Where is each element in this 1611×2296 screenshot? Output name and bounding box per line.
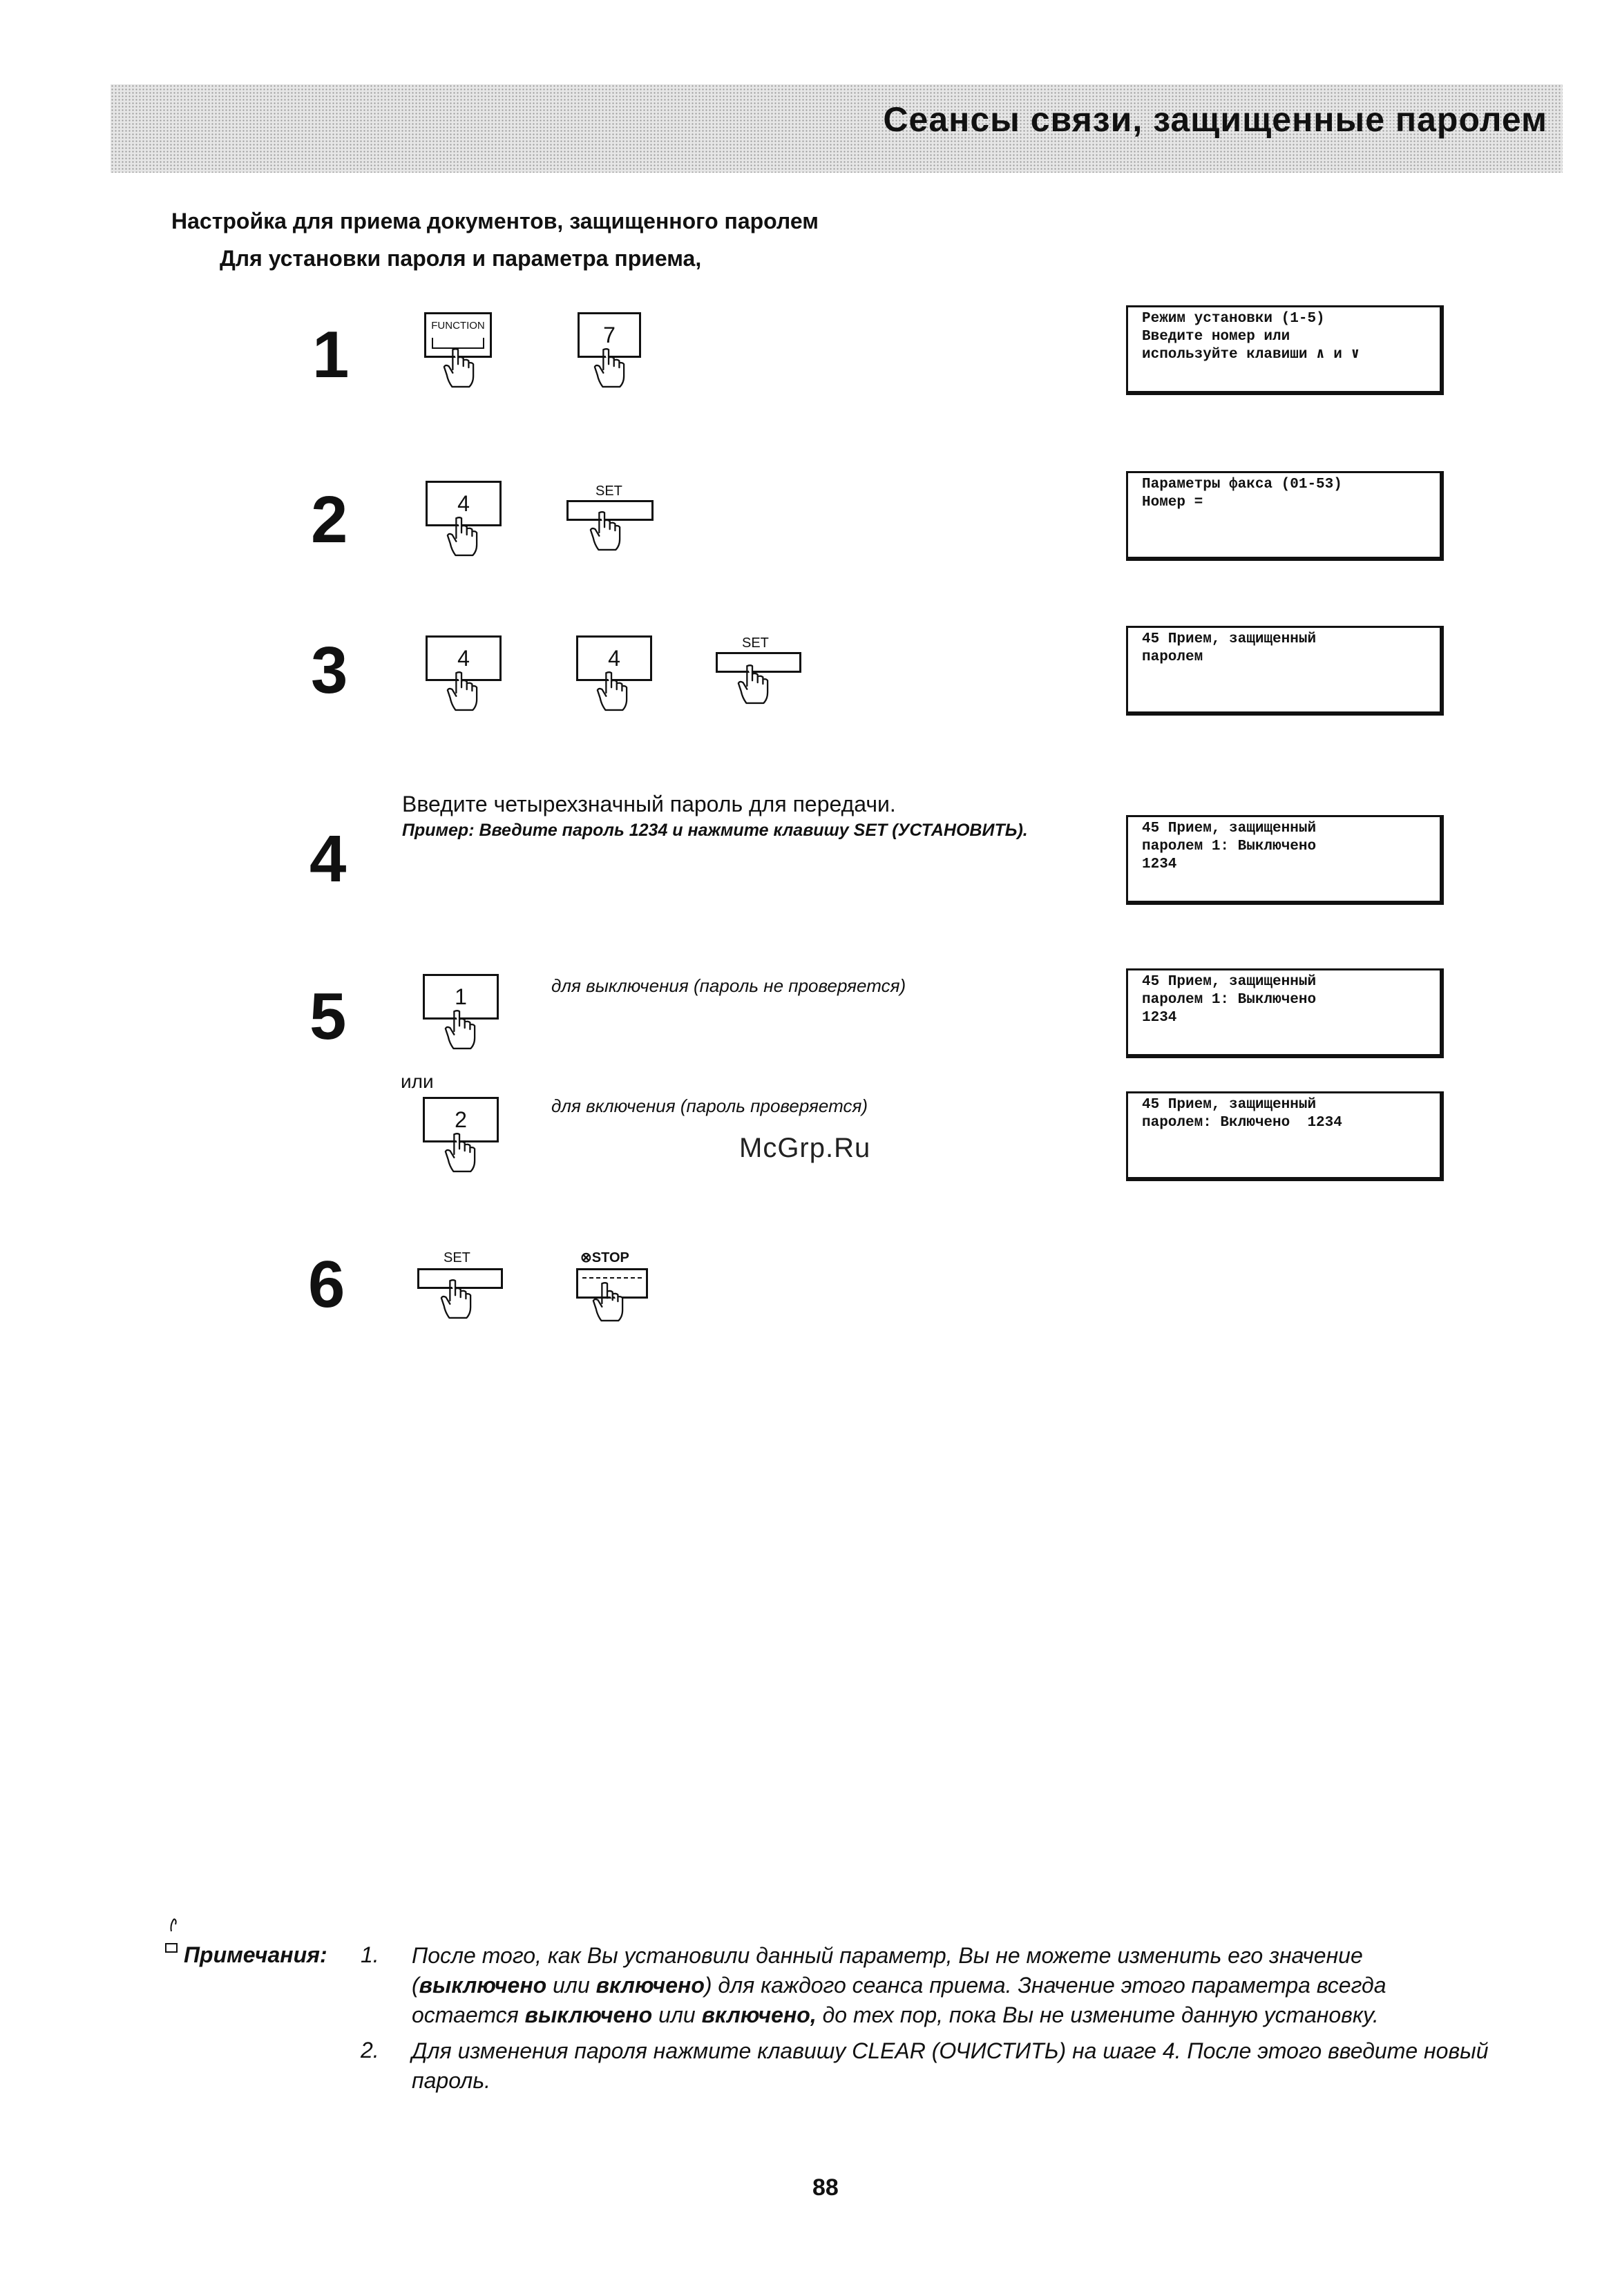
header-band [111, 84, 1563, 173]
key-label: 4 [608, 645, 620, 671]
lcd-display: 45 Прием, защищенный паролем: Включено 1234 [1126, 1091, 1444, 1181]
hand-press-icon [736, 664, 770, 706]
note-number: 2. [361, 2038, 379, 2063]
key-label: 2 [455, 1107, 467, 1132]
or-label: или [401, 1071, 434, 1092]
option-on-text: для включения (пароль проверяется) [551, 1096, 868, 1116]
key-label: 4 [457, 645, 470, 671]
lcd-display: Параметры факса (01-53) Номер = [1126, 471, 1444, 561]
hand-press-icon [439, 1279, 473, 1321]
page-number: 88 [812, 2174, 839, 2201]
set-key-label: SET [444, 1250, 470, 1265]
set-key-label: SET [595, 484, 622, 499]
lcd-display: 45 Прием, защищенный паролем 1: Выключено 1234 [1126, 815, 1444, 905]
note-icon [164, 1917, 182, 1955]
key-label: 1 [455, 984, 467, 1009]
note-text: Для изменения пароля нажмите клавишу CLEAR (ОЧИСТИТЬ) на шаге 4. После этого введите новый пароль. [412, 2038, 1489, 2093]
set-key-label: SET [742, 635, 769, 651]
hand-press-icon [595, 671, 629, 713]
step-number: 2 [311, 483, 348, 557]
stop-icon: ⊗ [580, 1250, 592, 1265]
hand-press-icon [591, 1282, 625, 1323]
hand-press-icon [593, 348, 626, 390]
key-label: 7 [603, 322, 616, 347]
intro-heading: Настройка для приема документов, защищенного паролем [171, 209, 819, 233]
hand-press-icon [444, 1133, 477, 1174]
step-example: Пример: Введите пароль 1234 и нажмите клавишу SET (УСТАНОВИТЬ). [402, 821, 1028, 840]
step-number: 3 [311, 633, 348, 707]
key-label: 4 [457, 490, 470, 516]
option-off-text: для выключения (пароль не проверяется) [551, 975, 906, 996]
watermark: McGrp.Ru [739, 1133, 871, 1163]
step-number: 1 [312, 318, 350, 392]
step-instruction: Введите четырехзначный пароль для передачи. [402, 792, 896, 816]
step-number: 6 [308, 1247, 345, 1321]
note-number: 1. [361, 1942, 379, 1967]
hand-press-icon [444, 1010, 477, 1051]
hand-press-icon [446, 671, 479, 713]
lcd-display: Режим установки (1-5) Введите номер или используйте клавиши ∧ и ∨ [1126, 305, 1444, 395]
step-number: 5 [309, 979, 347, 1053]
lcd-display: 45 Прием, защищенный паролем 1: Выключено 1234 [1126, 968, 1444, 1058]
hand-press-icon [442, 348, 475, 390]
note-text: После того, как Вы установили данный параметр, Вы не можете изменить его значение (выключено или включено) для каждого сеанса приема. Значение этого параметра всегда остается выключено или включено, до тех пор, пока Вы не измените данную установку. [412, 1943, 1386, 2027]
notes-label: Примечания: [184, 1942, 327, 1967]
lcd-display: 45 Прием, защищенный паролем [1126, 626, 1444, 716]
hand-press-icon [589, 511, 622, 553]
step-number: 4 [309, 822, 347, 896]
key-label: FUNCTION [431, 320, 485, 332]
page-title: Сеансы связи, защищенные паролем [883, 100, 1547, 139]
stop-key-label: ⊗STOP [580, 1250, 629, 1265]
hand-press-icon [446, 517, 479, 558]
intro-subheading: Для установки пароля и параметра приема, [220, 246, 702, 271]
